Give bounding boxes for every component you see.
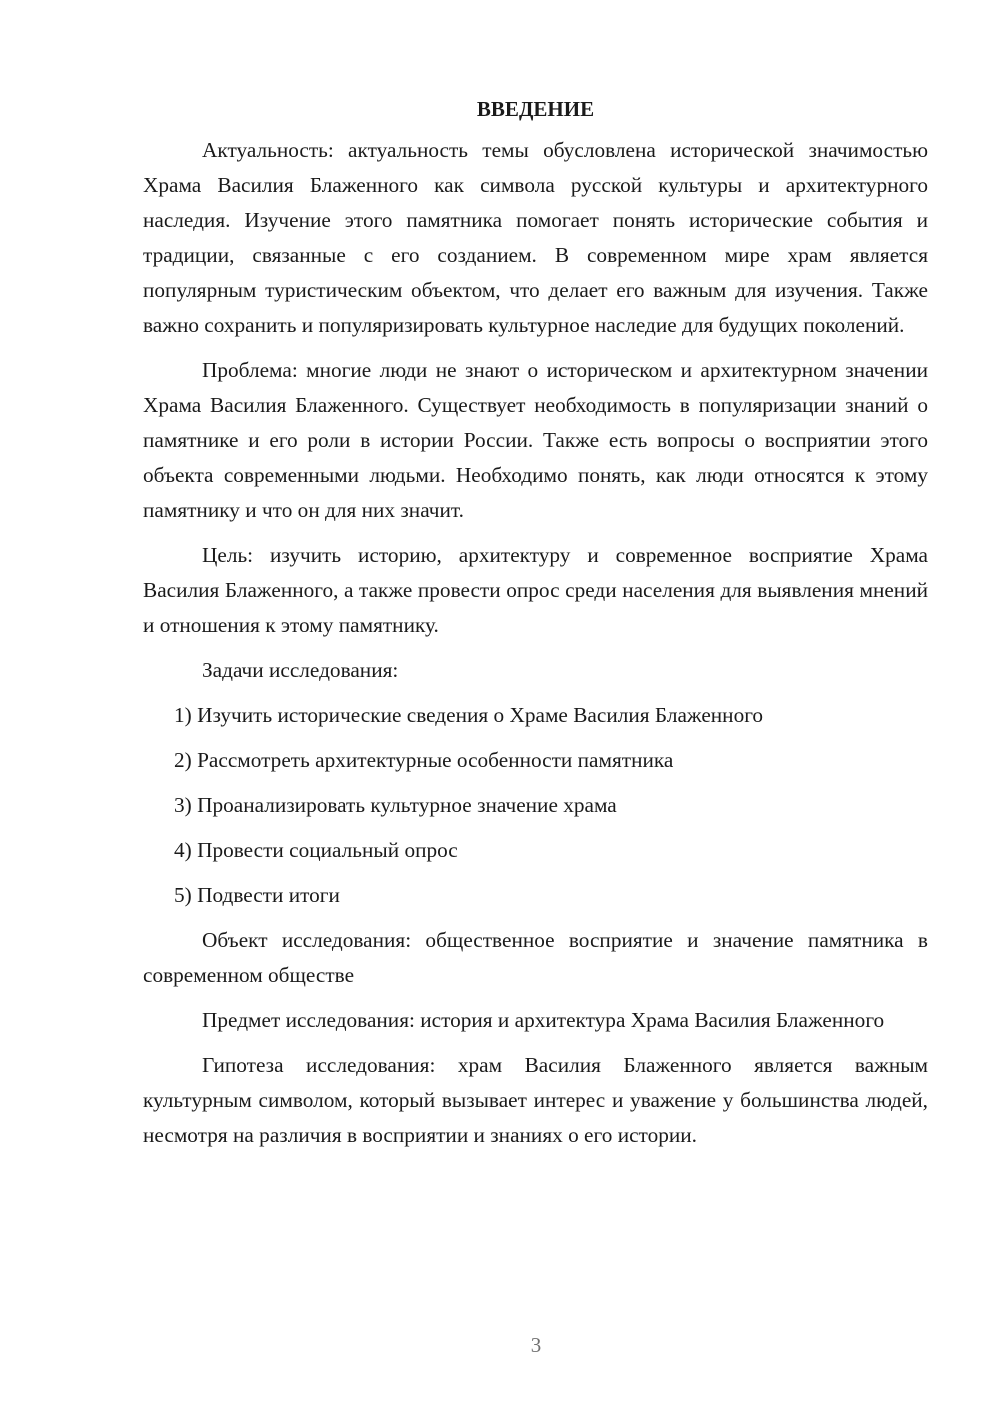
- page-title: ВВЕДЕНИЕ: [476, 97, 595, 121]
- paragraph-subject: Предмет исследования: история и архитектура Храма Василия Блаженного: [202, 1008, 885, 1032]
- paragraph-goal: Цель: изучить историю, архитектуру и современное восприятие Храма Василия Блаженного, а также провести опрос среди населения для выявления мнений и отношения к этому памятнику.: [143, 543, 928, 637]
- page-number: 3: [530, 1333, 542, 1357]
- tasks-heading: Задачи исследования:: [202, 658, 399, 682]
- document-page: [143, 88, 928, 1163]
- list-item: 2) Рассмотреть архитектурные особенности памятника: [174, 748, 674, 772]
- list-item: 5) Подвести итоги: [174, 883, 340, 907]
- list-item: 1) Изучить исторические сведения о Храме Василия Блаженного: [174, 703, 764, 727]
- list-item: 4) Провести социальный опрос: [174, 838, 458, 862]
- paragraph-hypothesis: Гипотеза исследования: храм Василия Блаженного является важным культурным символом, который вызывает интерес и уважение у большинства людей, несмотря на различия в восприятии и знаниях о его истории.: [143, 1053, 928, 1147]
- list-item: 3) Проанализировать культурное значение храма: [174, 793, 617, 817]
- paragraph-problem: Проблема: многие люди не знают о историческом и архитектурном значении Храма Василия Блаженного. Существует необходимость в популяризации знаний о памятнике и его роли в истории России. Также есть вопросы о восприятии этого объекта современными людьми. Необходимо понять, как люди относятся к этому памятнику и что он для них значит.: [143, 358, 928, 522]
- paragraph-object: Объект исследования: общественное восприятие и значение памятника в современном обществе: [143, 928, 928, 987]
- paragraph-relevance: Актуальность: актуальность темы обусловлена исторической значимостью Храма Василия Блаженного как символа русской культуры и архитектурного наследия. Изучение этого памятника помогает понять исторические события и традиции, связанные с его созданием. В современном мире храм является популярным туристическим объектом, что делает его важным для изучения. Также важно сохранить и популяризировать культурное наследие для будущих поколений.: [143, 138, 928, 337]
